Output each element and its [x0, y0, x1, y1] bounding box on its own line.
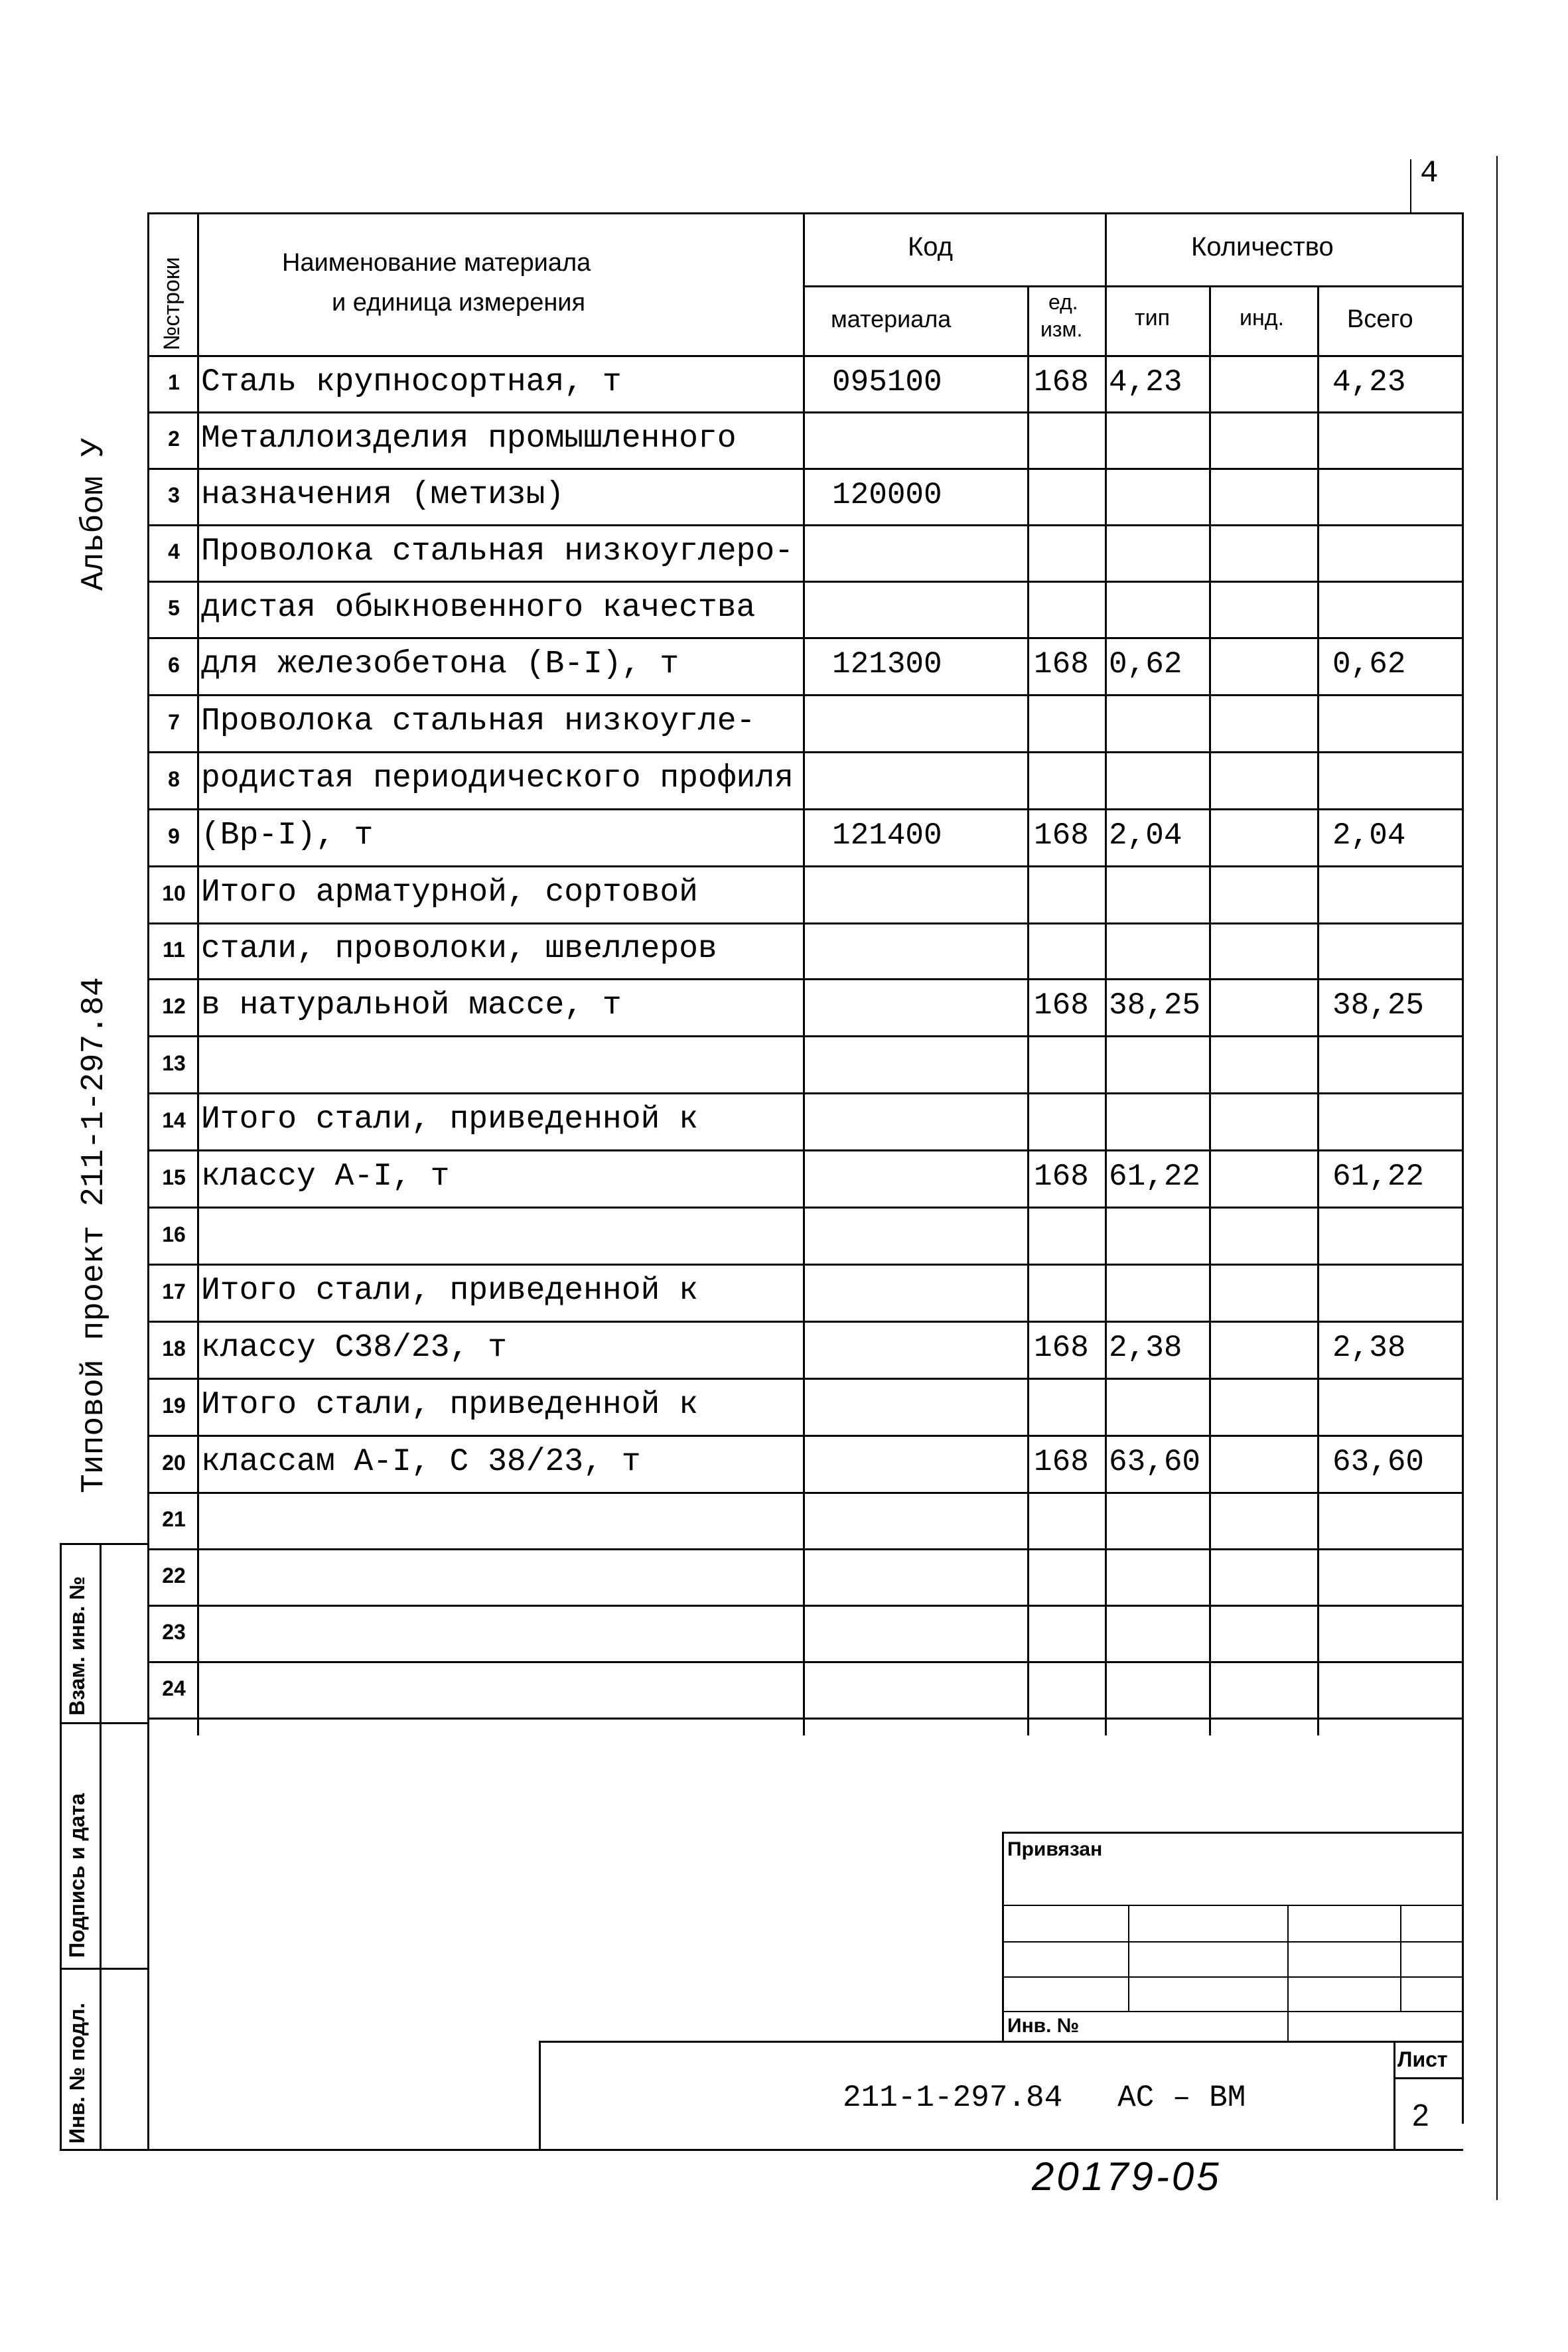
row-divider: [147, 468, 1463, 470]
header-code-unit-1: ед.: [1048, 290, 1078, 314]
row-divider: [147, 1605, 1463, 1607]
row-number: 9: [168, 824, 180, 848]
side-vzam-inv: Взам. инв. №: [65, 1576, 89, 1716]
material-name: классам A-I, C 38/23, т: [201, 1444, 641, 1481]
qty-typ: 63,60: [1109, 1445, 1201, 1480]
row-divider: [147, 865, 1463, 867]
material-name: Итого стали, приведенной к: [201, 1387, 698, 1424]
page-number: 4: [1420, 156, 1439, 190]
stamp-number: 20179-05: [1032, 2154, 1222, 2199]
material-code: 095100: [832, 364, 942, 400]
row-number: 2: [168, 427, 180, 451]
row-number: 21: [162, 1507, 186, 1532]
row-divider: [147, 1149, 1463, 1151]
row-divider: [147, 1092, 1463, 1094]
qty-typ: 61,22: [1109, 1159, 1201, 1195]
col-ind-border: [1317, 285, 1319, 1735]
material-name: Сталь крупносортная, т: [201, 364, 622, 400]
material-name: классу C38/23, т: [201, 1330, 507, 1366]
side-inv-podl: Инв. № подл.: [65, 2002, 89, 2144]
row-divider: [147, 1035, 1463, 1037]
privyazan-col1: [1128, 1905, 1129, 2011]
album-label: Альбом У: [76, 437, 112, 591]
row-number: 14: [162, 1108, 186, 1132]
header-code-unit-2: изм.: [1040, 317, 1083, 341]
row-number: 20: [162, 1450, 186, 1475]
table-right-border: [1462, 212, 1464, 2124]
row-divider: [147, 1492, 1463, 1494]
material-name: назначения (метизы): [201, 477, 565, 513]
qty-typ: 38,25: [1109, 988, 1201, 1023]
row-divider: [147, 1548, 1463, 1550]
header-name-line1: Наименование материала: [282, 249, 591, 277]
side-signature-date: Подпись и дата: [65, 1793, 89, 1958]
material-name: Проволока стальная низкоугле-: [201, 703, 756, 740]
header-code-group: Код: [908, 232, 954, 261]
privyazan-top: [1002, 1832, 1463, 1834]
material-name: для железобетона (B-I), т: [201, 646, 679, 683]
row-number: 4: [168, 540, 180, 564]
qty-typ: 2,38: [1109, 1331, 1182, 1366]
unit-code: 168: [1034, 647, 1089, 682]
row-divider: [147, 1207, 1463, 1209]
side-stamp-top: [60, 1543, 149, 1545]
side-stamp-div1: [60, 1722, 149, 1724]
sheet-number: 2: [1412, 2098, 1429, 2132]
header-code-material: материала: [831, 305, 952, 332]
qty-total: 61,22: [1332, 1159, 1425, 1195]
row-divider: [147, 1435, 1463, 1437]
qty-total: 2,04: [1332, 818, 1406, 853]
unit-code: 168: [1034, 364, 1089, 400]
qty-total: 38,25: [1332, 988, 1425, 1023]
sheet-col-left: [1393, 2041, 1395, 2150]
row-number: 1: [168, 370, 180, 395]
header-qty-group: Количество: [1191, 232, 1334, 261]
table-top-border: [147, 212, 1463, 214]
designation-top: [539, 2041, 1463, 2043]
header-qty-total: Всего: [1347, 305, 1413, 333]
row-divider: [147, 1718, 1463, 1720]
unit-code: 168: [1034, 818, 1089, 853]
material-code: 120000: [832, 477, 942, 512]
qty-total: 2,38: [1332, 1331, 1406, 1366]
header-qty-typ: тип: [1135, 305, 1170, 331]
unit-code: 168: [1034, 1445, 1089, 1480]
row-divider: [147, 694, 1463, 696]
row-number: 5: [168, 596, 180, 621]
row-divider: [147, 637, 1463, 639]
col-rownum-border: [197, 212, 199, 1735]
material-name: стали, проволоки, швеллеров: [201, 931, 717, 968]
material-name: Проволока стальная низкоуглеро-: [201, 533, 794, 569]
material-name: в натуральной массе, т: [201, 988, 622, 1024]
col-unit-border: [1105, 212, 1107, 1735]
project-vertical-label: Типовой проект 211-1-297.84: [76, 977, 112, 1493]
side-stamp-div2: [60, 1968, 149, 1970]
privyazan-row1: [1002, 1905, 1463, 1906]
row-divider: [147, 1264, 1463, 1266]
row-divider: [147, 524, 1463, 526]
row-number: 23: [162, 1620, 186, 1645]
row-number: 3: [168, 483, 180, 508]
row-divider: [147, 978, 1463, 980]
privyazan-row3: [1002, 1976, 1463, 1978]
row-divider: [147, 1321, 1463, 1323]
table-left-border: [147, 212, 149, 2150]
right-margin-line: [1496, 156, 1498, 2200]
material-name: дистая обыкновенного качества: [201, 589, 756, 626]
row-number: 7: [168, 709, 180, 734]
qty-total: 4,23: [1332, 364, 1406, 400]
row-divider: [147, 808, 1463, 810]
row-number: 11: [163, 937, 185, 962]
row-number: 12: [162, 993, 186, 1018]
row-number: 24: [162, 1676, 186, 1701]
row-divider: [147, 922, 1463, 924]
qty-typ: 2,04: [1109, 818, 1182, 853]
row-number: 13: [162, 1051, 186, 1075]
designation-left: [539, 2041, 541, 2150]
row-number: 19: [162, 1393, 186, 1418]
material-name: классу A-I, т: [201, 1159, 450, 1195]
material-name: Итого стали, приведенной к: [201, 1102, 698, 1138]
material-name: родистая периодического профиля: [201, 761, 794, 797]
page-bottom-border: [60, 2149, 1463, 2151]
privyazan-row2: [1002, 1941, 1463, 1943]
privyazan-row4: [1002, 2011, 1463, 2012]
row-divider: [147, 751, 1463, 753]
side-stamp-mid: [100, 1543, 102, 2150]
material-code: 121300: [832, 647, 942, 682]
row-divider: [147, 581, 1463, 583]
unit-code: 168: [1034, 1331, 1089, 1366]
material-name: (Bp-I), т: [201, 818, 374, 854]
row-number: 10: [162, 881, 186, 905]
row-number: 8: [168, 767, 180, 791]
qty-typ: 4,23: [1109, 364, 1182, 400]
unit-code: 168: [1034, 1159, 1089, 1195]
header-name-line2: и единица измерения: [332, 289, 586, 317]
sheet-label: Лист: [1397, 2047, 1448, 2071]
row-number: 15: [162, 1165, 186, 1189]
row-number: 17: [162, 1279, 186, 1303]
sheet-label-divider: [1393, 2077, 1463, 2079]
col-material-border: [1027, 285, 1029, 1735]
side-stamp-left: [60, 1543, 62, 2150]
material-code: 121400: [832, 818, 942, 853]
col-name-border: [803, 212, 805, 1735]
row-divider: [147, 1378, 1463, 1380]
row-number: 18: [162, 1336, 186, 1360]
header-row-num: №строки: [159, 257, 184, 350]
col-typ-border: [1209, 285, 1211, 1735]
row-divider: [147, 411, 1463, 413]
privyazan-left: [1002, 1832, 1004, 2041]
privyazan-col3: [1400, 1905, 1401, 2011]
unit-code: 168: [1034, 988, 1089, 1023]
header-qty-ind: инд.: [1240, 305, 1285, 331]
header-bottom-line: [147, 355, 1463, 357]
material-name: Итого арматурной, сортовой: [201, 875, 698, 911]
privyazan-label: Привязан: [1007, 1838, 1103, 1860]
inv-no-label: Инв. №: [1007, 2015, 1080, 2037]
row-number: 22: [162, 1564, 186, 1588]
row-divider: [147, 1661, 1463, 1663]
qty-total: 0,62: [1332, 647, 1406, 682]
material-name: Итого стали, приведенной к: [201, 1273, 698, 1309]
header-group-line: [803, 285, 1462, 287]
designation-code: 211-1-297.84 АС – ВМ: [843, 2081, 1246, 2115]
row-number: 6: [168, 652, 180, 677]
qty-typ: 0,62: [1109, 647, 1182, 682]
row-number: 16: [162, 1222, 186, 1246]
privyazan-col2: [1287, 1905, 1289, 2041]
material-name: Металлоизделия промышленного: [201, 420, 737, 457]
page-number-divider: [1410, 159, 1411, 212]
qty-total: 63,60: [1332, 1445, 1425, 1480]
